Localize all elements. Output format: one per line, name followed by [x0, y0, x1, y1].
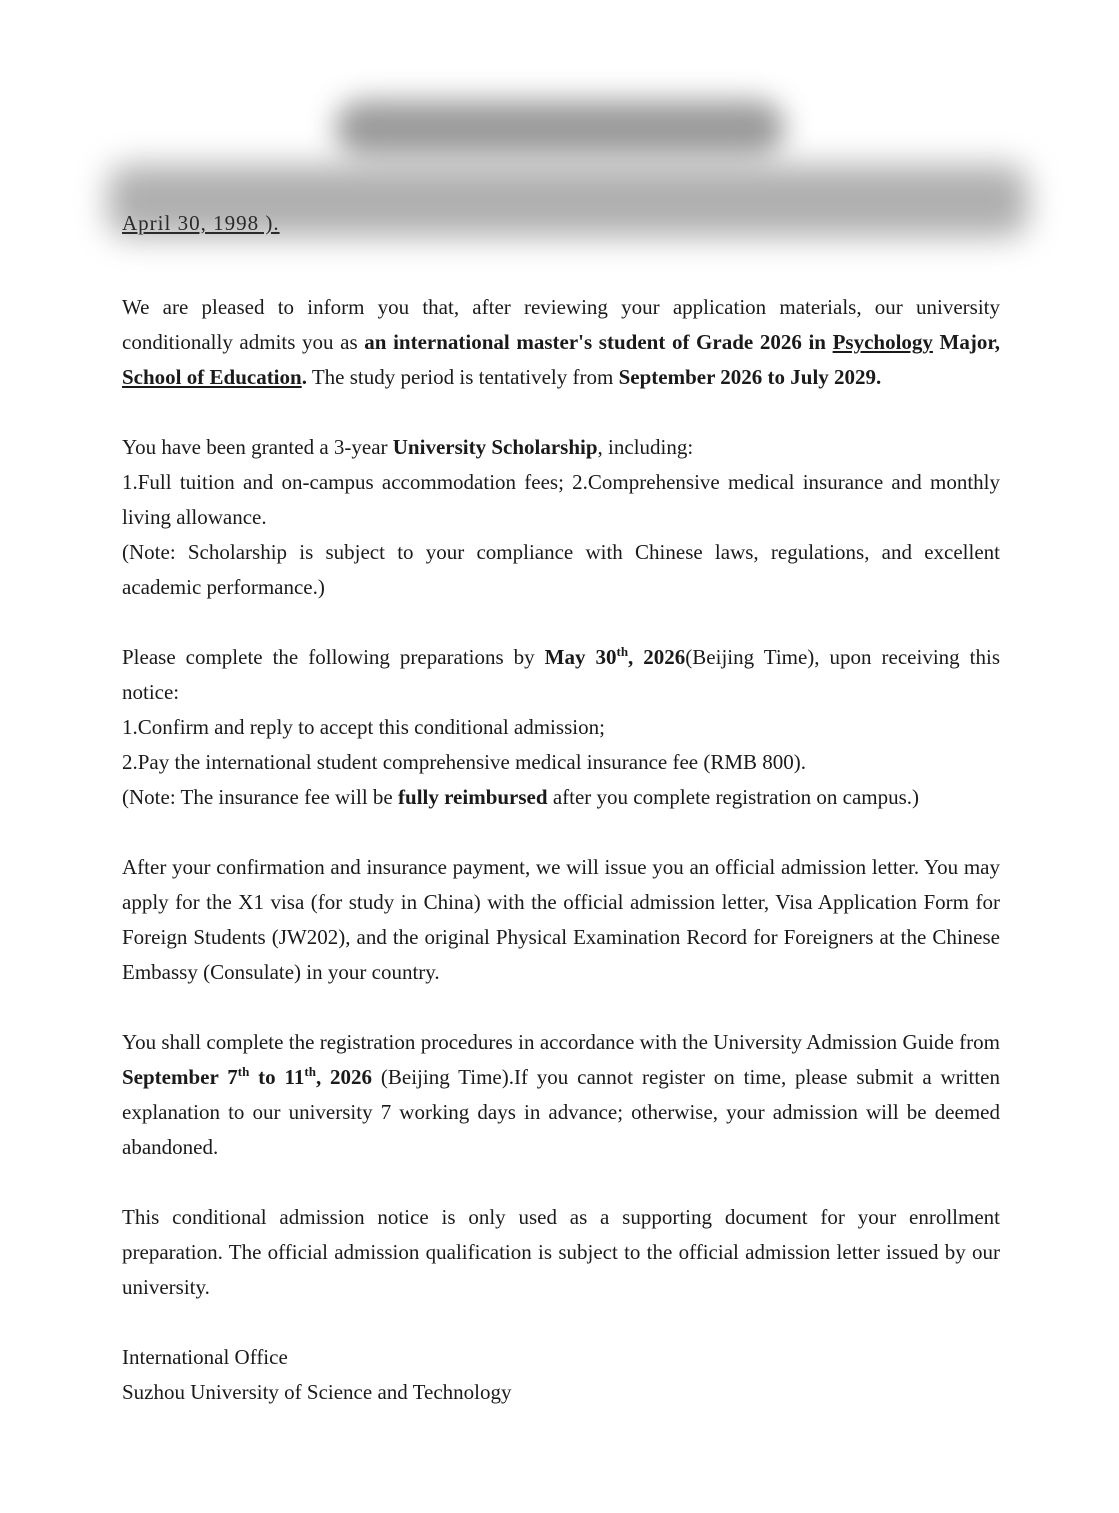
scholarship-heading-pre: You have been granted a 3-year — [122, 435, 393, 459]
redacted-fragment-text: April 30, 1998 ). — [122, 211, 280, 235]
preparations-heading — [122, 640, 1000, 710]
preparations-note-pre: (Note: The insurance fee will be — [122, 785, 399, 809]
admission-major: Psychology — [832, 330, 933, 354]
scholarship-name: University Scholarship — [392, 435, 598, 459]
registration-end-ordinal: th — [304, 1064, 316, 1079]
registration-dates — [122, 1065, 372, 1089]
redacted-fragment — [122, 211, 302, 248]
preparations-heading-post: (Beijing Time), upon receiving this notice: — [122, 645, 1000, 704]
admission-intro: We are pleased to inform you that, after reviewing your application materials, our university conditionally admits you as — [122, 295, 1000, 354]
preparations-heading-pre: Please complete the following preparations by — [122, 645, 545, 669]
scholarship-paragraph — [122, 430, 1000, 605]
registration-end: to 11 — [249, 1065, 305, 1089]
preparation-item-2: 2.Pay the international student comprehensive medical insurance fee (RMB 800). — [122, 750, 807, 774]
admission-school: School of Education — [122, 365, 302, 389]
scholarship-heading-post: , including: — [597, 435, 694, 459]
admission-school-suffix: . — [301, 365, 307, 389]
preparations-paragraph — [122, 640, 1000, 815]
signature-office: International Office — [122, 1345, 288, 1369]
registration-paragraph — [122, 1025, 1000, 1165]
deadline-year: , 2026 — [628, 645, 686, 669]
scholarship-coverage: 1.Full tuition and on-campus accommodation fees; 2.Comprehensive medical insurance and monthly living allowance. — [122, 470, 1000, 529]
letter-body — [122, 290, 1000, 1410]
preparation-item-1: 1.Confirm and reply to accept this conditional admission; — [122, 715, 605, 739]
disclaimer-paragraph: This conditional admission notice is only used as a supporting document for your enrollment preparation. The official admission qualification is subject to the official admission letter issued by our university. — [122, 1205, 1000, 1299]
deadline-ordinal: th — [616, 644, 629, 659]
admission-paragraph — [122, 290, 1000, 395]
signature-university: Suzhou University of Science and Technology — [122, 1380, 512, 1404]
redacted-title — [335, 100, 785, 156]
preparations-note-post: after you complete registration on campus.) — [547, 785, 920, 809]
visa-paragraph: After your confirmation and insurance payment, we will issue you an official admission letter. You may apply for the X1 visa (for study in China) with the official admission letter, Visa Application Form for Foreign Students (JW202), and the original Physical Examination Record for Foreigners at the Chinese Embassy (Consulate) in your country. — [122, 855, 1000, 984]
scholarship-heading — [122, 430, 1000, 465]
registration-start-ordinal: th — [237, 1064, 250, 1079]
admission-status: an international master's student of Grade 2026 in — [364, 330, 826, 354]
preparations-note-emphasis: fully reimbursed — [398, 785, 548, 809]
scholarship-note: (Note: Scholarship is subject to your compliance with Chinese laws, regulations, and excellent academic performance.) — [122, 540, 1000, 599]
preparations-note — [122, 780, 1000, 815]
admission-major-suffix: Major, — [932, 330, 1001, 354]
registration-post: (Beijing Time).If you cannot register on time, please submit a written explanation to our university 7 working days in advance; otherwise, your admission will be deemed abandoned. — [122, 1065, 1000, 1159]
deadline-date: May 30 — [544, 645, 617, 669]
registration-year: , 2026 — [315, 1065, 373, 1089]
signature-block — [122, 1340, 1000, 1410]
preparations-deadline — [545, 645, 686, 669]
admission-period: September 2026 to July 2029. — [618, 365, 882, 389]
registration-pre: You shall complete the registration procedures in accordance with the University Admission Guide from — [122, 1030, 1000, 1054]
registration-start: September 7 — [122, 1065, 238, 1089]
admission-period-intro: The study period is tentatively from — [306, 365, 619, 389]
